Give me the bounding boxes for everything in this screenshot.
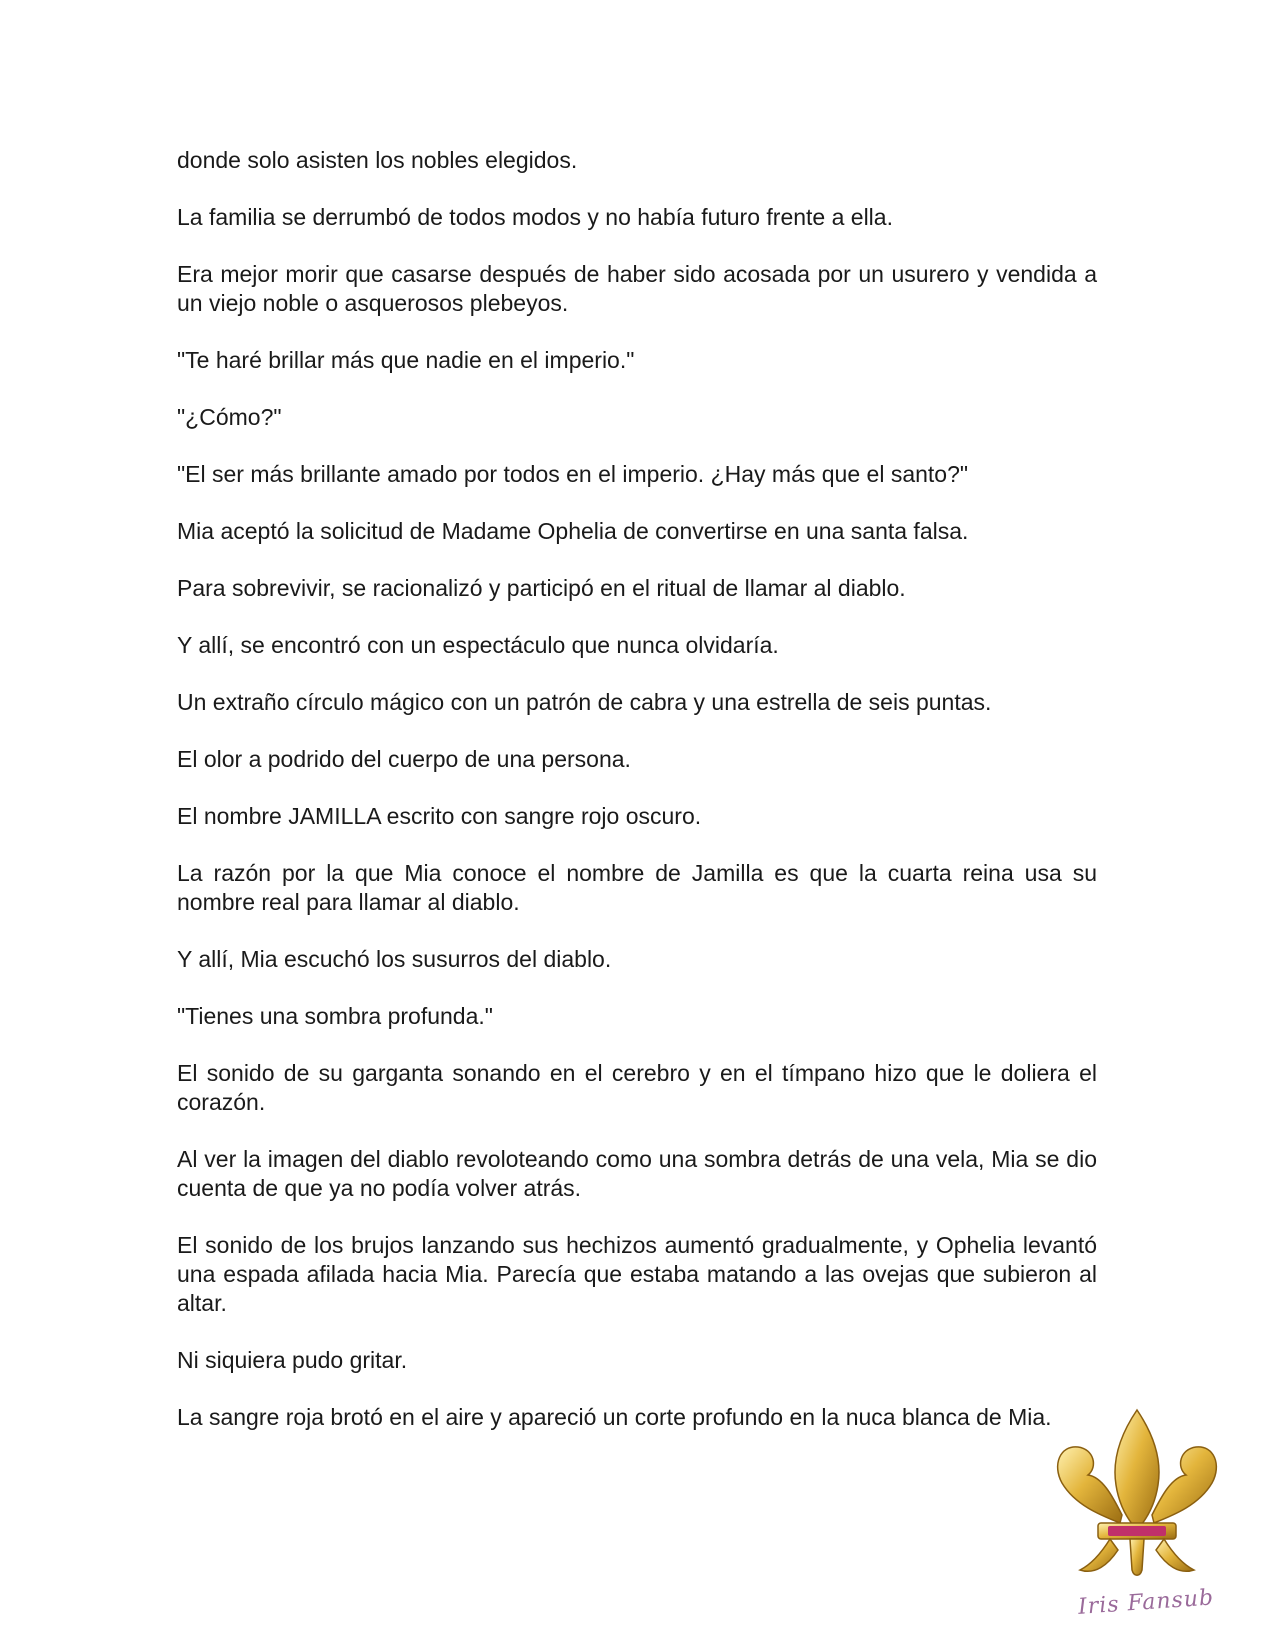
paragraph: Mia aceptó la solicitud de Madame Ophelia de convertirse en una santa falsa.	[177, 518, 969, 544]
signature-watermark: Iris Fansub	[1077, 1585, 1215, 1620]
paragraph: "Tienes una sombra profunda."	[177, 1003, 493, 1029]
paragraph: Y allí, se encontró con un espectáculo que nunca olvidaría.	[177, 632, 779, 658]
paragraph: La familia se derrumbó de todos modos y no había futuro frente a ella.	[177, 204, 893, 230]
paragraph: La razón por la que Mia conoce el nombre de Jamilla es que la cuarta reina usa su nombre real para llamar al diablo.	[177, 860, 1097, 915]
paragraph: Ni siquiera pudo gritar.	[177, 1347, 408, 1373]
fleur-de-lis-icon	[1050, 1405, 1225, 1605]
paragraph: "El ser más brillante amado por todos en el imperio. ¿Hay más que el santo?"	[177, 461, 969, 487]
paragraph: "Te haré brillar más que nadie en el imperio."	[177, 347, 635, 373]
paragraph: El nombre JAMILLA escrito con sangre rojo oscuro.	[177, 803, 702, 829]
paragraph: Y allí, Mia escuchó los susurros del diablo.	[177, 946, 612, 972]
text-body	[177, 146, 1097, 1460]
paragraph: Al ver la imagen del diablo revoloteando como una sombra detrás de una vela, Mia se dio cuenta de que ya no podía volver atrás.	[177, 1146, 1097, 1201]
paragraph: Era mejor morir que casarse después de haber sido acosada por un usurero y vendida a un viejo noble o asquerosos plebeyos.	[177, 261, 1097, 316]
paragraph: donde solo asisten los nobles elegidos.	[177, 147, 578, 173]
paragraph: El sonido de su garganta sonando en el cerebro y en el tímpano hizo que le doliera el corazón.	[177, 1060, 1097, 1115]
paragraph: Un extraño círculo mágico con un patrón de cabra y una estrella de seis puntas.	[177, 689, 992, 715]
paragraph: El olor a podrido del cuerpo de una persona.	[177, 746, 631, 772]
paragraph: La sangre roja brotó en el aire y apareció un corte profundo en la nuca blanca de Mia.	[177, 1404, 1052, 1430]
paragraph: Para sobrevivir, se racionalizó y participó en el ritual de llamar al diablo.	[177, 575, 906, 601]
paragraph: "¿Cómo?"	[177, 404, 282, 430]
paragraph: El sonido de los brujos lanzando sus hechizos aumentó gradualmente, y Ophelia levantó una espada afilada hacia Mia. Parecía que estaba matando a las ovejas que subieron al altar.	[177, 1232, 1097, 1316]
